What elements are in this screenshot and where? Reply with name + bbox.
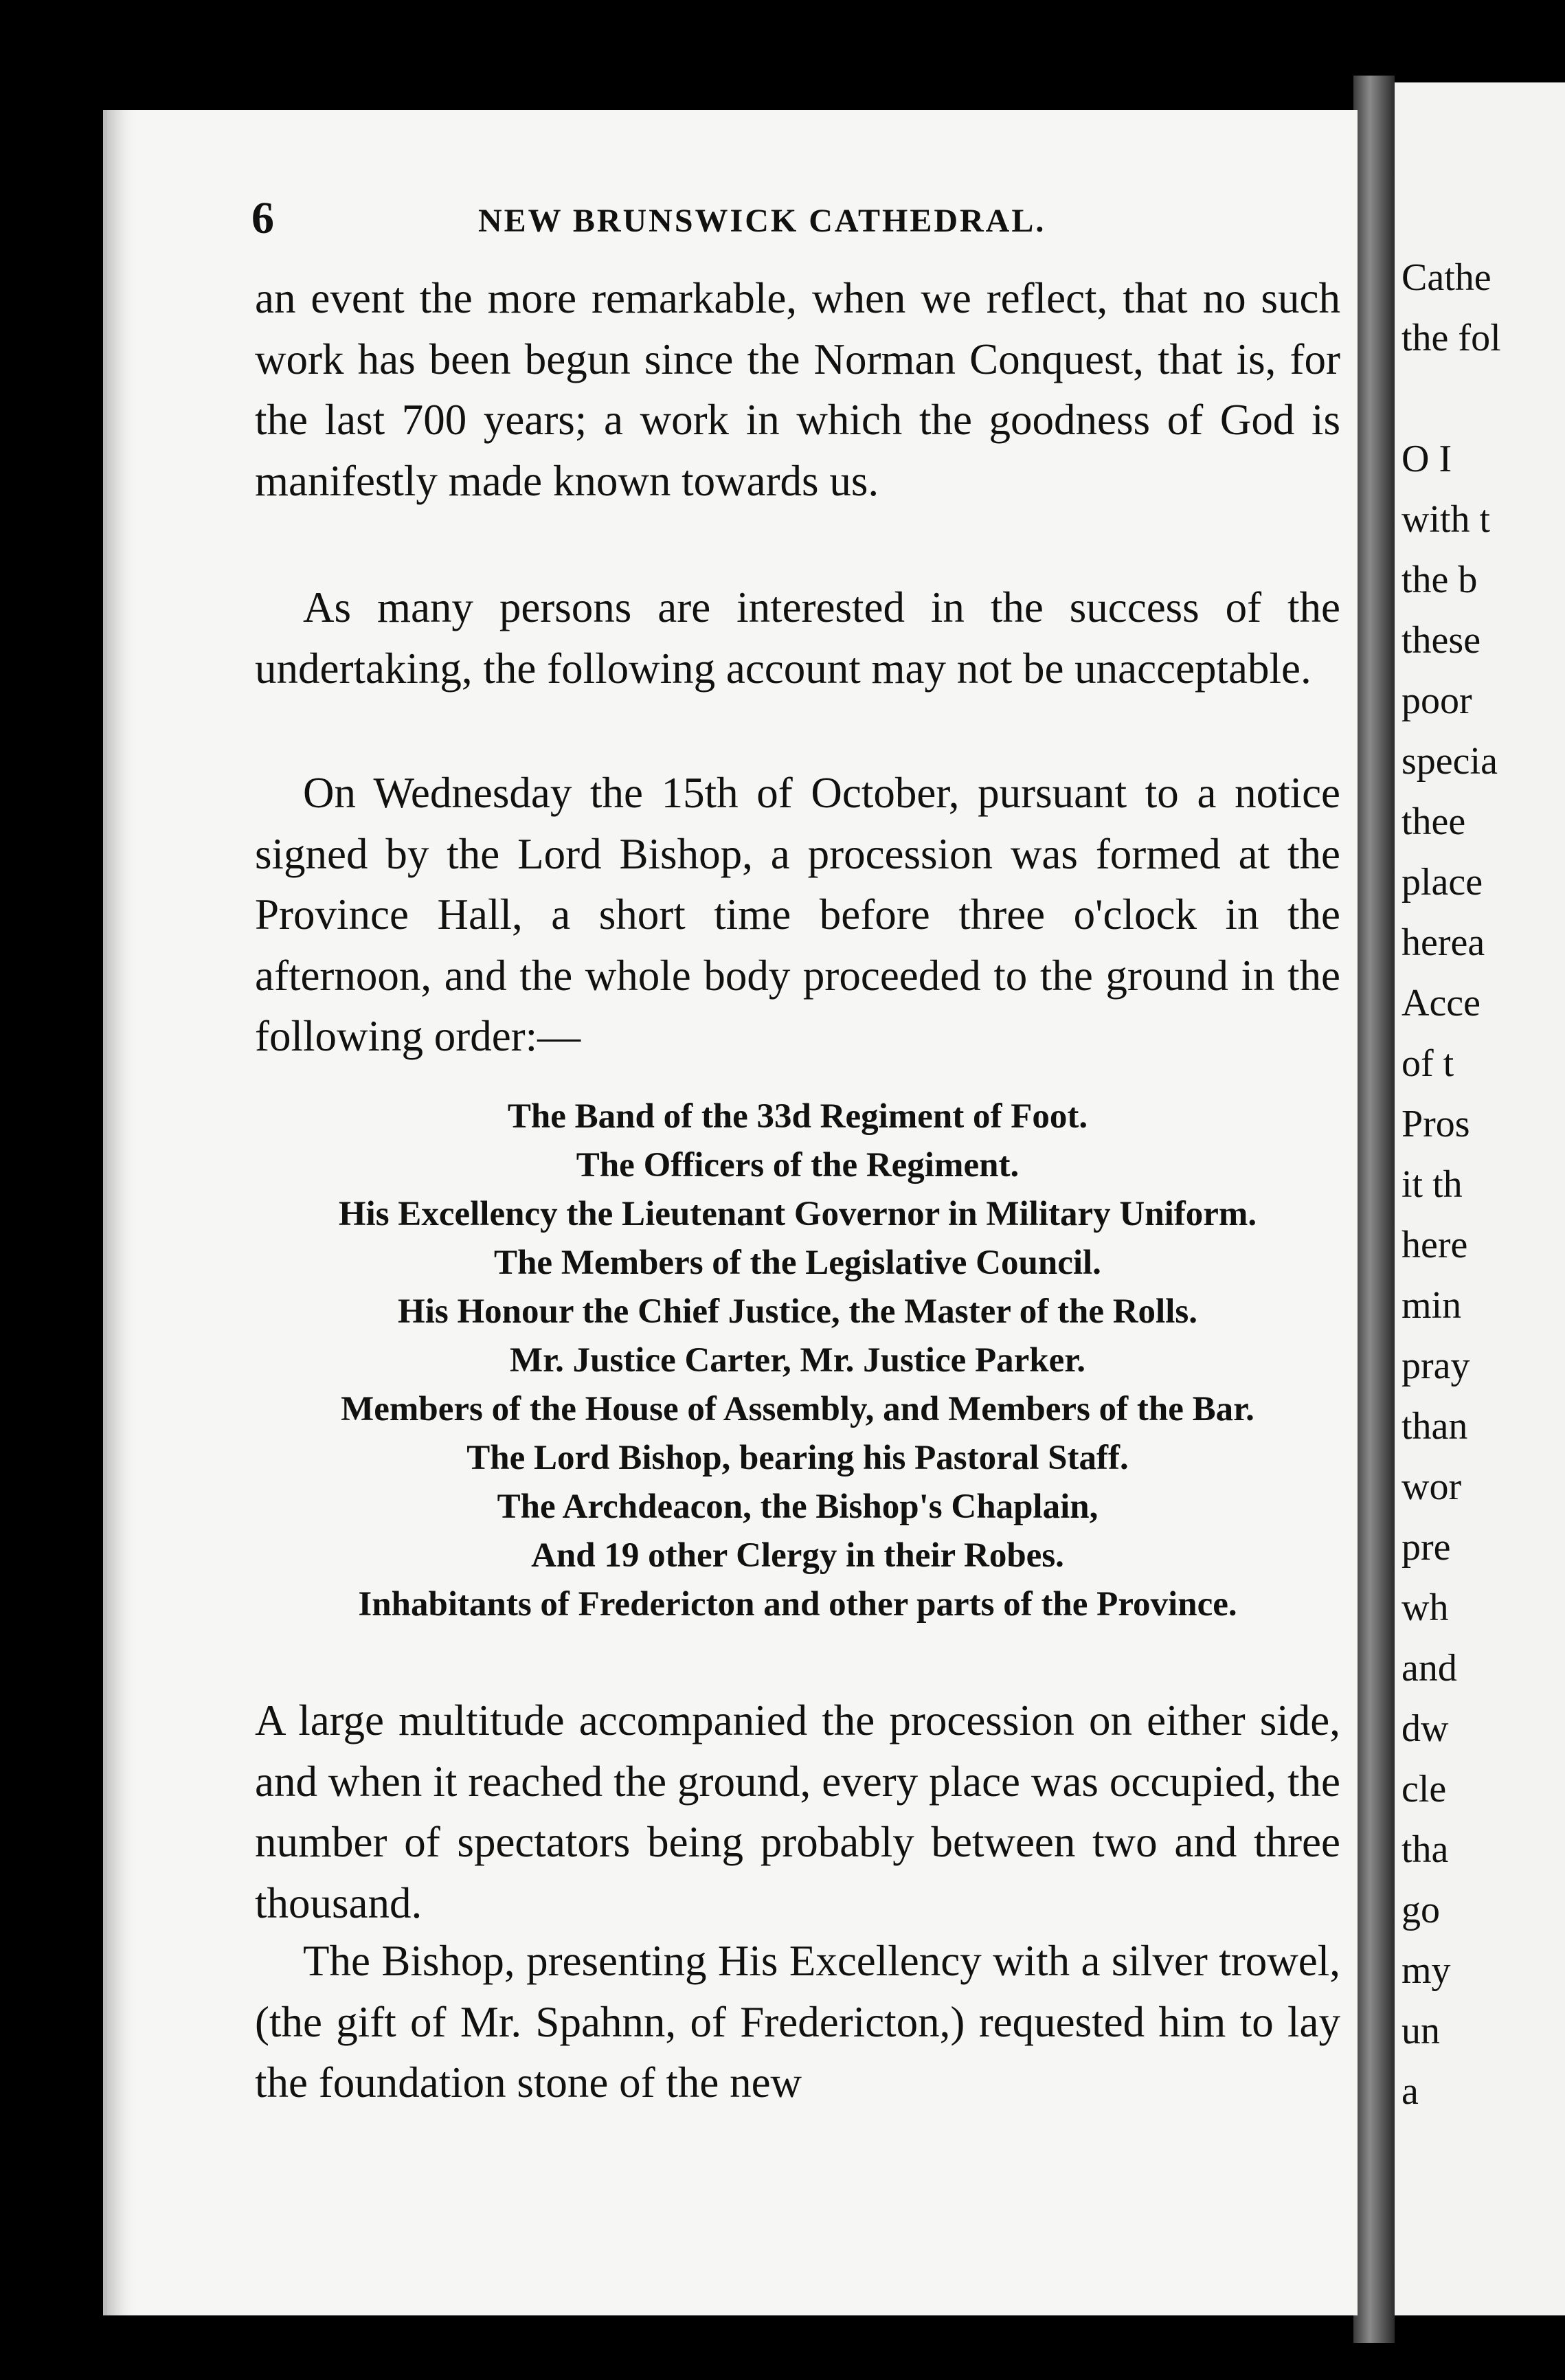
fragment-line: with t [1401,498,1491,541]
fragment-line: min [1401,1284,1462,1327]
left-page [103,110,1358,2315]
fragment-line: than [1401,1405,1468,1448]
fragment-line: Pros [1401,1103,1470,1145]
facing-page [1395,82,1565,2315]
fragment-line: thee [1401,800,1466,843]
fragment-line: Cathe [1401,256,1491,299]
paragraph-1: an event the more remarkable, when we reflect, that no such work has been begun since the Norman Conquest, that is, for the last 700 years; a work in which the goodness of God is manifestly made known towards us. [255,274,1340,505]
procession-item: His Excellency the Lieutenant Governor in Military Uniform. [338,1195,1257,1233]
fragment-line: go [1401,1889,1440,1931]
fragment-line: of t [1401,1042,1454,1085]
fragment-line: place [1401,861,1483,903]
procession-item: And 19 other Clergy in their Robes. [531,1536,1064,1575]
fragment-line: tha [1401,1828,1449,1871]
paragraph-3: On Wednesday the 15th of October, pursuant to a notice signed by the Lord Bishop, a procession was formed at the Province Hall, a short time before three o'clock in the afternoon, and the whole body proceeded to the ground in the following order:— [255,769,1340,1060]
fragment-line: O I [1401,438,1452,480]
procession-item: The Officers of the Regiment. [576,1146,1020,1185]
fragment-line: poor [1401,680,1472,722]
fragment-line: cle [1401,1768,1447,1810]
fragment-line: wor [1401,1466,1462,1508]
paragraph-4: A large multitude accompanied the procession on either side, and when it reached the ground, every place was occupied, the number of spectators being probably between two and three thousand. [255,1696,1340,1927]
fragment-line: the b [1401,559,1478,601]
procession-item: Members of the House of Assembly, and Members of the Bar. [341,1390,1254,1428]
fragment-line: wh [1401,1586,1449,1629]
book-gutter [1353,76,1395,2343]
page-number: 6 [251,193,274,243]
fragment-line: dw [1401,1707,1449,1750]
facing-page-fragments [1401,247,1565,2122]
procession-item: The Archdeacon, the Bishop's Chaplain, [497,1488,1099,1526]
paragraph-2: As many persons are interested in the success of the undertaking, the following account may not be unacceptable. [255,583,1340,693]
paragraph-5: The Bishop, presenting His Excellency with a silver trowel, (the gift of Mr. Spahnn, of Fredericton,) requested him to lay the foundation stone of the new [255,1937,1340,2107]
procession-item: Inhabitants of Fredericton and other parts of the Province. [358,1585,1237,1624]
fragment-line: herea [1401,921,1485,964]
fragment-line: Acce [1401,982,1481,1024]
fragment-line: specia [1401,740,1498,783]
fragment-line: it th [1401,1163,1463,1206]
fragment-line: my [1401,1949,1451,1992]
fragment-line: and [1401,1647,1457,1689]
fragment-line: these [1401,619,1481,662]
fragment-line: a [1401,2070,1419,2113]
procession-order-list [255,1092,1340,1629]
fragment-line: pre [1401,1526,1451,1569]
procession-item: The Band of the 33d Regiment of Foot. [507,1097,1088,1136]
procession-item: The Members of the Legislative Council. [494,1244,1101,1282]
fragment-line [1401,368,1565,429]
fragment-line: un [1401,2010,1440,2052]
procession-item: Mr. Justice Carter, Mr. Justice Parker. [510,1341,1085,1380]
procession-item: The Lord Bishop, bearing his Pastoral Staff. [466,1439,1129,1477]
fragment-line: the fol [1401,317,1501,359]
fragment-line: pray [1401,1345,1470,1387]
fragment-line: here [1401,1224,1468,1266]
procession-item: His Honour the Chief Justice, the Master of the Rolls. [398,1292,1197,1331]
running-title: NEW BRUNSWICK CATHEDRAL. [478,203,1046,239]
page-header [251,192,1282,254]
